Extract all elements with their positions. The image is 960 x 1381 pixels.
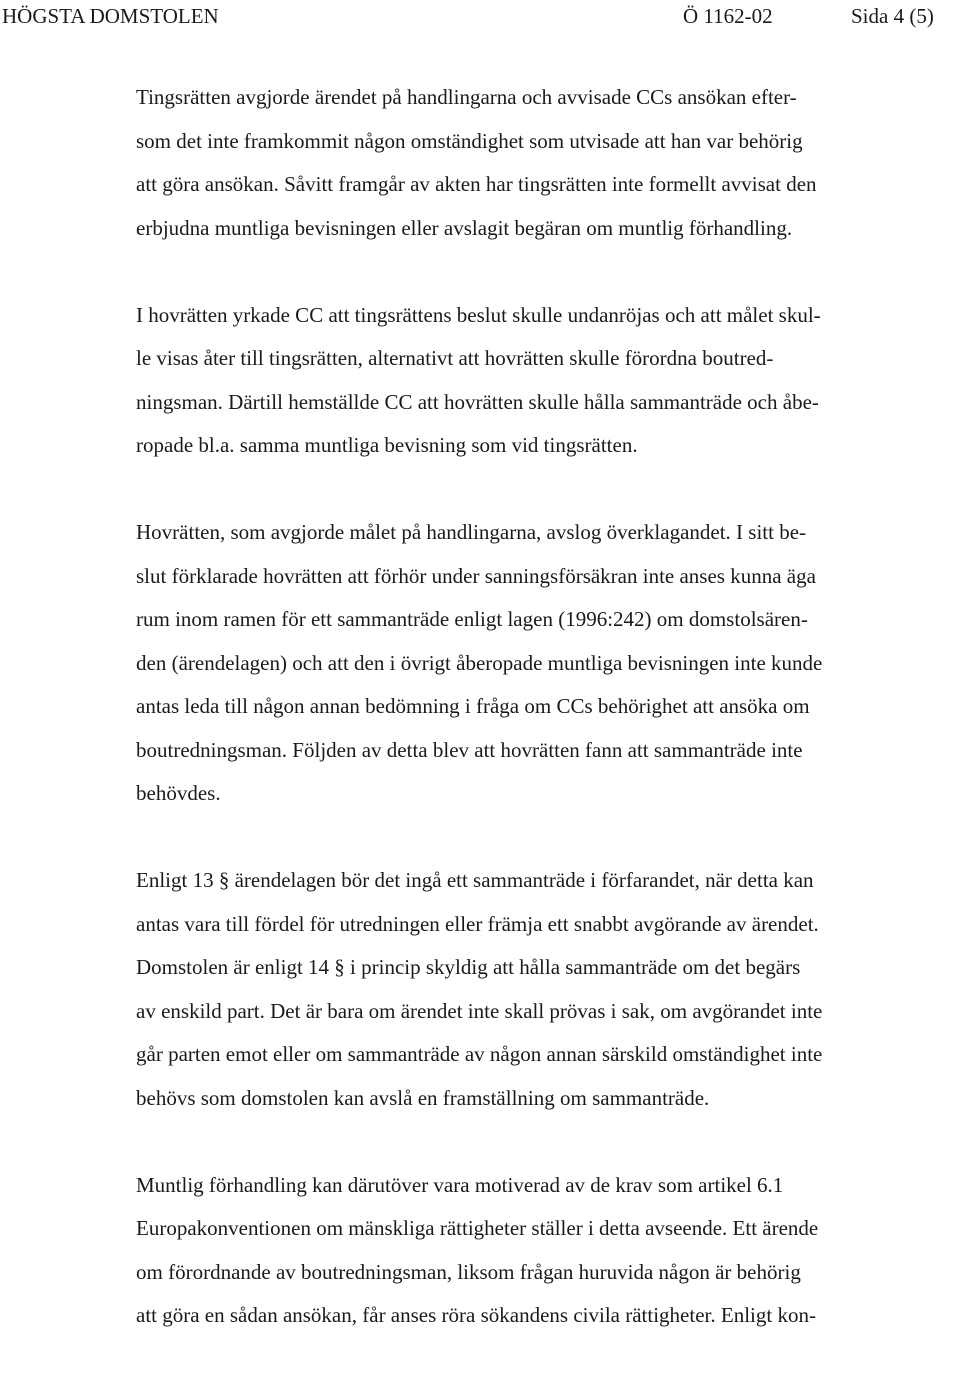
text-line: att göra en sådan ansökan, får anses röra sökandens civila rättigheter. Enligt kon- [136, 1303, 816, 1327]
text-line: ropade bl.a. samma muntliga bevisning som vid tingsrätten. [136, 433, 638, 457]
text-line: Enligt 13 § ärendelagen bör det ingå ett sammanträde i förfarandet, när detta kan [136, 868, 814, 892]
text-line: le visas åter till tingsrätten, alternativt att hovrätten skulle förordna boutred- [136, 346, 774, 370]
text-line: erbjudna muntliga bevisningen eller avslagit begäran om muntlig förhandling. [136, 215, 793, 240]
text-line: rum inom ramen för ett sammanträde enligt lagen (1996:242) om domstolsären- [136, 607, 808, 631]
paragraph-district-court [136, 76, 956, 250]
text-line: antas vara till fördel för utredningen eller främja ett snabbt avgörande av ärendet. [136, 911, 819, 936]
page-number: Sida 4 (5) [851, 4, 934, 28]
text-line: av enskild part. Det är bara om ärendet inte skall prövas i sak, om avgörandet inte [136, 998, 823, 1023]
text-line: I hovrätten yrkade CC att tingsrättens beslut skulle undanröjas och att målet skul- [136, 302, 821, 327]
text-line: om förordnande av boutredningsman, liksom frågan huruvida någon är behörig [136, 1259, 801, 1284]
text-line: som det inte framkommit någon omständighet som utvisade att han var behörig [136, 128, 803, 153]
text-line: behövs som domstolen kan avslå en framställning om sammanträde. [136, 1085, 710, 1110]
paragraph-appeal-claims [136, 294, 956, 468]
text-line: den (ärendelagen) och att den i övrigt åberopade muntliga bevisningen inte kunde [136, 650, 823, 675]
text-line: Europakonventionen om mänskliga rättigheter ställer i detta avseende. Ett ärende [136, 1216, 819, 1240]
page-header [0, 0, 960, 40]
paragraph-matters-act [136, 859, 956, 1120]
document-body [136, 76, 956, 1381]
text-line: antas leda till någon annan bedömning i fråga om CCs behörighet att ansöka om [136, 694, 810, 718]
text-line: behövdes. [136, 781, 221, 805]
text-line: Hovrätten, som avgjorde målet på handlingarna, avslog överklagandet. I sitt be- [136, 520, 807, 544]
text-line: går parten emot eller om sammanträde av någon annan särskild omständighet inte [136, 1042, 823, 1066]
case-number: Ö 1162-02 [683, 4, 773, 28]
paragraph-european-convention [136, 1164, 956, 1338]
text-line: ningsman. Därtill hemställde CC att hovrätten skulle hålla sammanträde och åbe- [136, 389, 819, 414]
text-line: Muntlig förhandling kan därutöver vara motiverad av de krav som artikel 6.1 [136, 1172, 784, 1197]
text-line: slut förklarade hovrätten att förhör under sanningsförsäkran inte anses kunna äga [136, 563, 816, 588]
text-line: boutredningsman. Följden av detta blev att hovrätten fann att sammanträde inte [136, 737, 803, 762]
text-line: att göra ansökan. Såvitt framgår av akten har tingsrätten inte formellt avvisat den [136, 172, 817, 196]
text-line: Tingsrätten avgjorde ärendet på handlingarna och avvisade CCs ansökan efter- [136, 85, 797, 109]
court-name: HÖGSTA DOMSTOLEN [2, 4, 219, 28]
paragraph-appeal-court-decision [136, 511, 956, 816]
text-line: Domstolen är enligt 14 § i princip skyldig att hålla sammanträde om det begärs [136, 955, 801, 979]
